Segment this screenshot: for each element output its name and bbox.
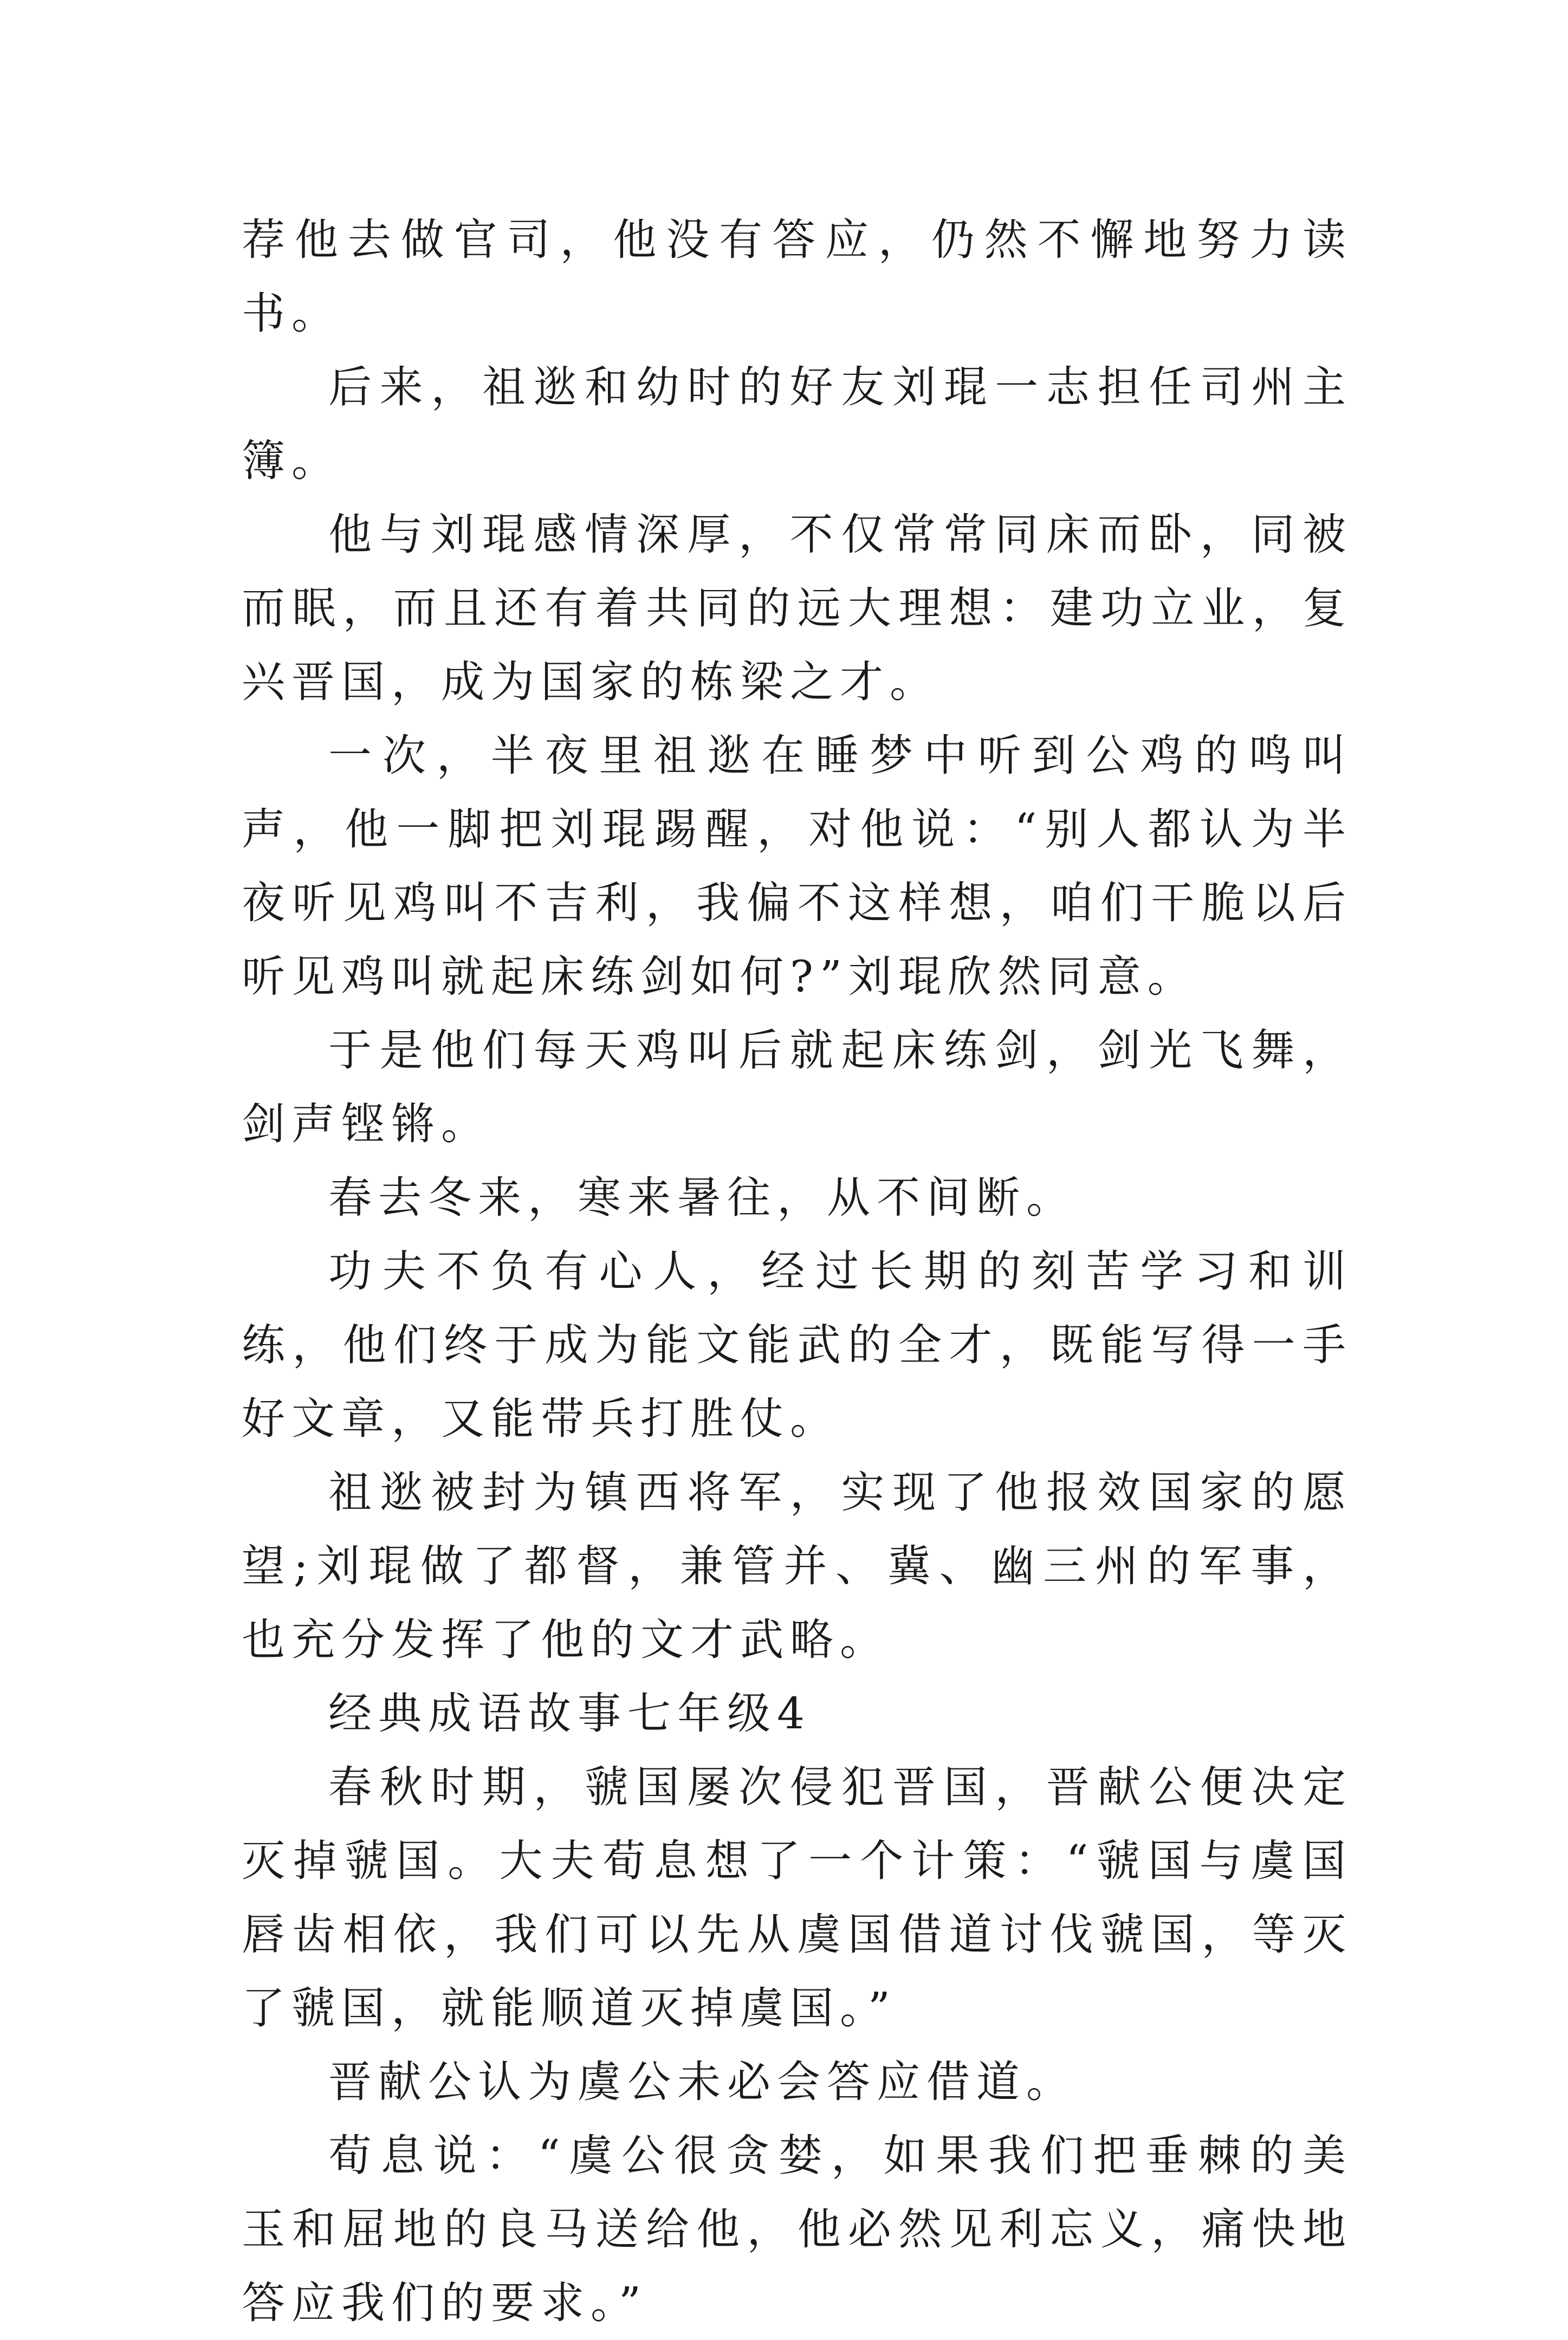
paragraph: 春秋时期，虢国屡次侵犯晋国，晋献公便决定灭掉虢国。大夫荀息想了一个计策：“虢国与虞国唇齿相依，我们可以先从虞国借道讨伐虢国，等灭了虢国，就能顺道灭掉虞国。” (242, 1762, 1352, 2033)
paragraph: 他与刘琨感情深厚，不仅常常同床而卧，同被而眠，而且还有着共同的远大理想：建功立业，复兴晋国，成为国家的栋梁之才。 (242, 509, 1352, 707)
paragraph: 一次，半夜里祖逖在睡梦中听到公鸡的鸣叫声，他一脚把刘琨踢醒，对他说：“别人都认为半夜听见鸡叫不吉利，我偏不这样想，咱们干脆以后听见鸡叫就起床练剑如何?”刘琨欣然同意。 (242, 730, 1352, 1002)
section-heading: 经典成语故事七年级4 (328, 1688, 811, 1739)
paragraph: 祖逖被封为镇西将军，实现了他报效国家的愿望;刘琨做了都督，兼管并、冀、幽三州的军事，也充分发挥了他的文才武略。 (242, 1467, 1352, 1665)
paragraph: 功夫不负有心人，经过长期的刻苦学习和训练，他们终于成为能文能武的全才，既能写得一手好文章，又能带兵打胜仗。 (242, 1246, 1352, 1444)
paragraph: 于是他们每天鸡叫后就起床练剑，剑光飞舞，剑声铿锵。 (242, 1025, 1352, 1149)
paragraph: 荐他去做官司，他没有答应，仍然不懈地努力读书。 (242, 215, 1352, 339)
paragraph: 春去冬来，寒来暑往，从不间断。 (328, 1172, 1076, 1223)
paragraph: 后来，祖逖和幼时的好友刘琨一志担任司州主簿。 (242, 362, 1352, 486)
document-body (242, 203, 1352, 2340)
paragraph: 荀息说：“虞公很贪婪，如果我们把垂棘的美玉和屈地的良马送给他，他必然见利忘义，痛快地答应我们的要求。” (242, 2130, 1352, 2328)
paragraph: 晋献公认为虞公未必会答应借道。 (328, 2057, 1076, 2107)
